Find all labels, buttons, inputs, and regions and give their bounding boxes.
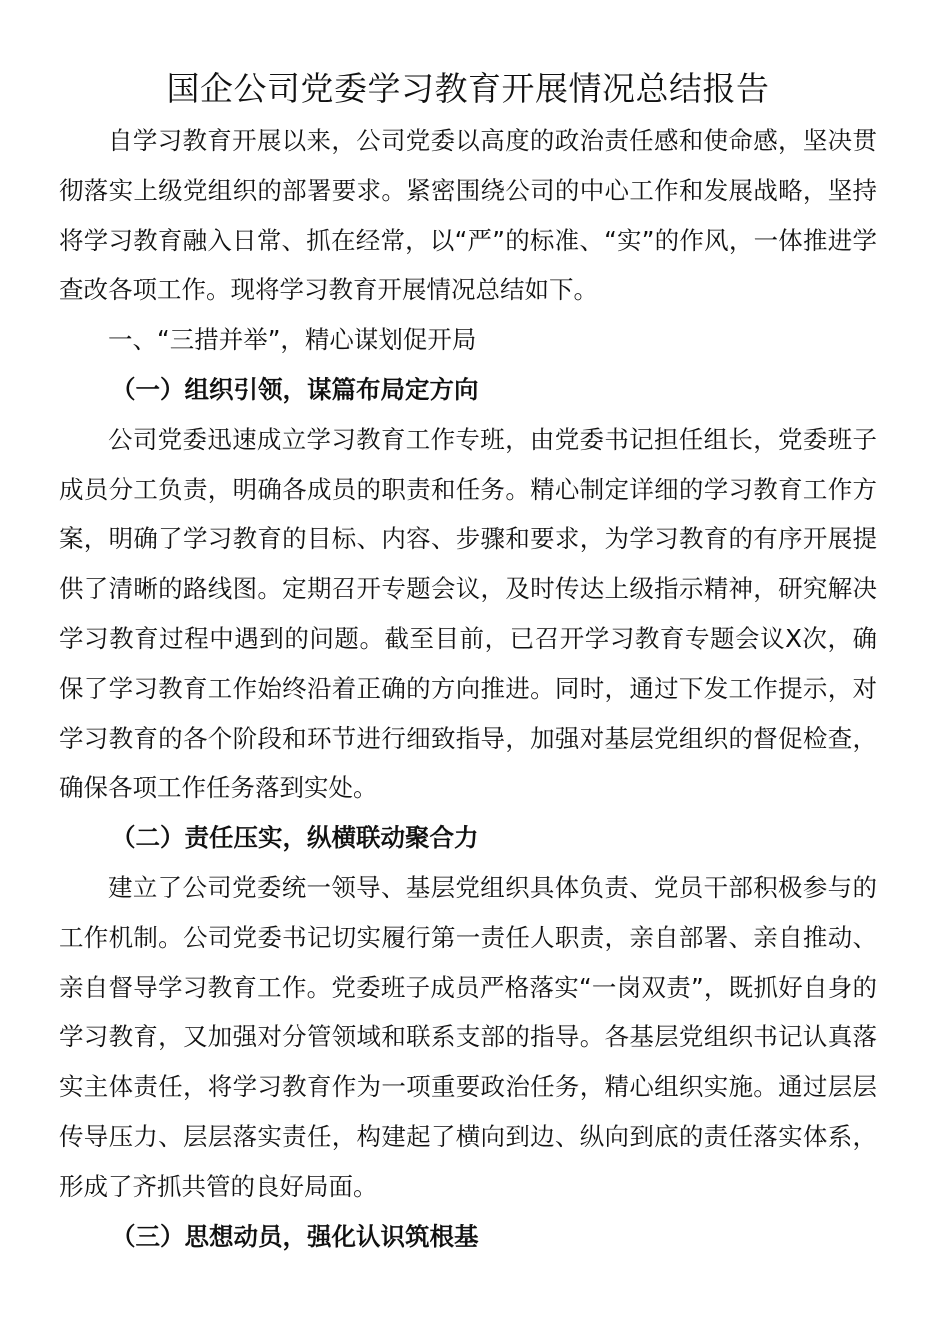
document-title: 国企公司党委学习教育开展情况总结报告 bbox=[166, 69, 770, 108]
section-1-heading: 一、“三措并举”，精心谋划促开局 bbox=[108, 325, 477, 355]
intro-paragraph: 自学习教育开展以来，公司党委以高度的政治责任感和使命感，坚决贯彻落实上级党组织的部署要求。紧密围绕公司的中心工作和发展战略，坚持将学习教育融入日常、抓在经常，以“严”的标准、“实”的作风，一体推进学查改各项工作。现将学习教育开展情况总结如下。 bbox=[59, 126, 877, 305]
document-page bbox=[59, 62, 877, 1261]
subsection-2-heading: （二）责任压实，纵横联动聚合力 bbox=[111, 823, 479, 853]
subsection-2-body: 建立了公司党委统一领导、基层党组织具体负责、党员干部积极参与的工作机制。公司党委书记切实履行第一责任人职责，亲自部署、亲自推动、亲自督导学习教育工作。党委班子成员严格落实“一岗双责”，既抓好自身的学习教育，又加强对分管领域和联系支部的指导。各基层党组织书记认真落实主体责任，将学习教育作为一项重要政治任务，精心组织实施。通过层层传导压力、层层落实责任，构建起了横向到边、纵向到底的责任落实体系，形成了齐抓共管的良好局面。 bbox=[59, 872, 877, 1201]
subsection-3-heading: （三）思想动员，强化认识筑根基 bbox=[111, 1221, 479, 1251]
subsection-1-body: 公司党委迅速成立学习教育工作专班，由党委书记担任组长，党委班子成员分工负责，明确各成员的职责和任务。精心制定详细的学习教育工作方案，明确了学习教育的目标、内容、步骤和要求，为学习教育的有序开展提供了清晰的路线图。定期召开专题会议，及时传达上级指示精神，研究解决学习教育过程中遇到的问题。截至目前，已召开学习教育专题会议X次，确保了学习教育工作始终沿着正确的方向推进。同时，通过下发工作提示，对学习教育的各个阶段和环节进行细致指导，加强对基层党组织的督促检查，确保各项工作任务落到实处。 bbox=[59, 424, 877, 803]
subsection-1-heading: （一）组织引领，谋篇布局定方向 bbox=[111, 374, 479, 404]
